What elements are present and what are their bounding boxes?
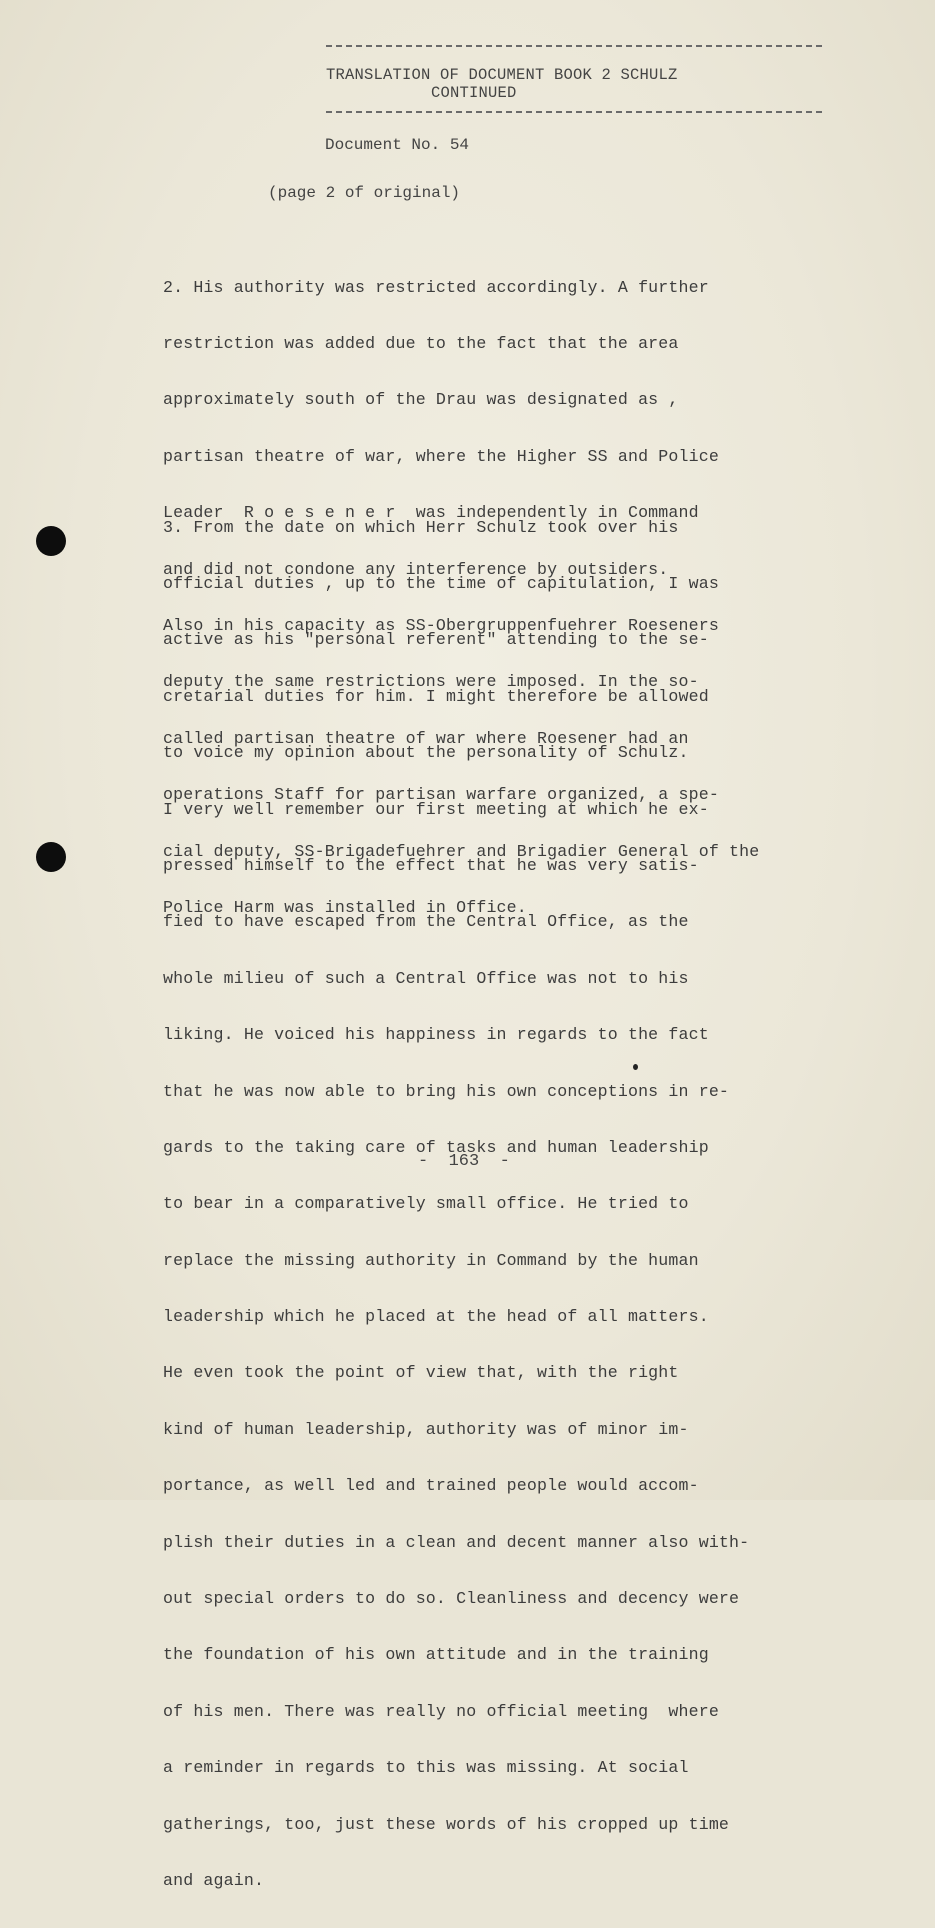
text-line: gards to the taking care of tasks and human leadership: [163, 1137, 709, 1157]
text-line: official duties , up to the time of capitulation, I was: [163, 573, 719, 593]
text-line: liking. He voiced his happiness in regards to the fact: [163, 1025, 709, 1045]
header-bottom-rule: [326, 111, 822, 113]
text-line: He even took the point of view that, with the right: [163, 1363, 679, 1383]
text-line: leadership which he placed at the head of all matters.: [163, 1307, 709, 1327]
text-line: 2. His authority was restricted accordingly. A further: [163, 277, 709, 297]
text-line: fied to have escaped from the Central Office, as the: [163, 912, 689, 932]
text-line: portance, as well led and trained people would accom-: [163, 1476, 699, 1496]
text-line: active as his "personal referent" attending to the se-: [163, 630, 709, 650]
ink-speck: [633, 1064, 638, 1070]
text-line: out special orders to do so. Cleanliness and decency were: [163, 1589, 740, 1609]
text-line: Also in his capacity as SS-Obergruppenfuehrer Roeseners: [163, 615, 719, 635]
text-line: Police Harm was installed in Office.: [163, 897, 527, 917]
text-line: cial deputy, SS-Brigadefuehrer and Brigadier General of the: [163, 841, 760, 861]
text-line: the foundation of his own attitude and in the training: [163, 1645, 709, 1665]
text-line: cretarial duties for him. I might therefore be allowed: [163, 686, 709, 706]
header-title-line2: CONTINUED: [431, 84, 517, 102]
text-line: replace the missing authority in Command by the human: [163, 1250, 699, 1270]
text-line: and did not condone any interference by outsiders.: [163, 559, 669, 579]
punch-hole-top: [36, 526, 66, 556]
text-line: that he was now able to bring his own conceptions in re-: [163, 1081, 730, 1101]
text-line: Leader R o e s e n e r was independently in Command: [163, 503, 699, 523]
text-line: a reminder in regards to this was missing. At social: [163, 1758, 689, 1778]
text-line: restriction was added due to the fact that the area: [163, 333, 679, 353]
text-line: I very well remember our first meeting at which he ex-: [163, 799, 709, 819]
punch-hole-bottom: [36, 842, 66, 872]
text-line: operations Staff for partisan warfare organized, a spe-: [163, 785, 719, 805]
header-title-line1: TRANSLATION OF DOCUMENT BOOK 2 SCHULZ: [326, 66, 678, 84]
text-line: to bear in a comparatively small office. He tried to: [163, 1194, 689, 1214]
text-line: and again.: [163, 1870, 265, 1890]
text-line: gatherings, too, just these words of his cropped up time: [163, 1814, 730, 1834]
text-line: approximately south of the Drau was designated as ,: [163, 390, 679, 410]
text-line: partisan theatre of war, where the Higher SS and Police: [163, 446, 719, 466]
document-header-title: [326, 66, 822, 102]
text-line: called partisan theatre of war where Roesener had an: [163, 728, 689, 748]
text-line: plish their duties in a clean and decent manner also with-: [163, 1532, 750, 1552]
paragraph-3: [163, 481, 749, 1928]
text-line: 3. From the date on which Herr Schulz took over his: [163, 517, 679, 537]
text-line: kind of human leadership, authority was of minor im-: [163, 1419, 689, 1439]
text-line: to voice my opinion about the personality of Schulz.: [163, 743, 689, 763]
page-number: - 163 -: [418, 1152, 510, 1171]
text-line: of his men. There was really no official meeting where: [163, 1701, 719, 1721]
original-page-reference: (page 2 of original): [268, 184, 461, 202]
text-line: deputy the same restrictions were imposed. In the so-: [163, 672, 699, 692]
text-line: pressed himself to the effect that he was very satis-: [163, 855, 699, 875]
header-top-rule: [326, 45, 822, 47]
text-line: whole milieu of such a Central Office was not to his: [163, 968, 689, 988]
document-number: Document No. 54: [325, 136, 470, 154]
